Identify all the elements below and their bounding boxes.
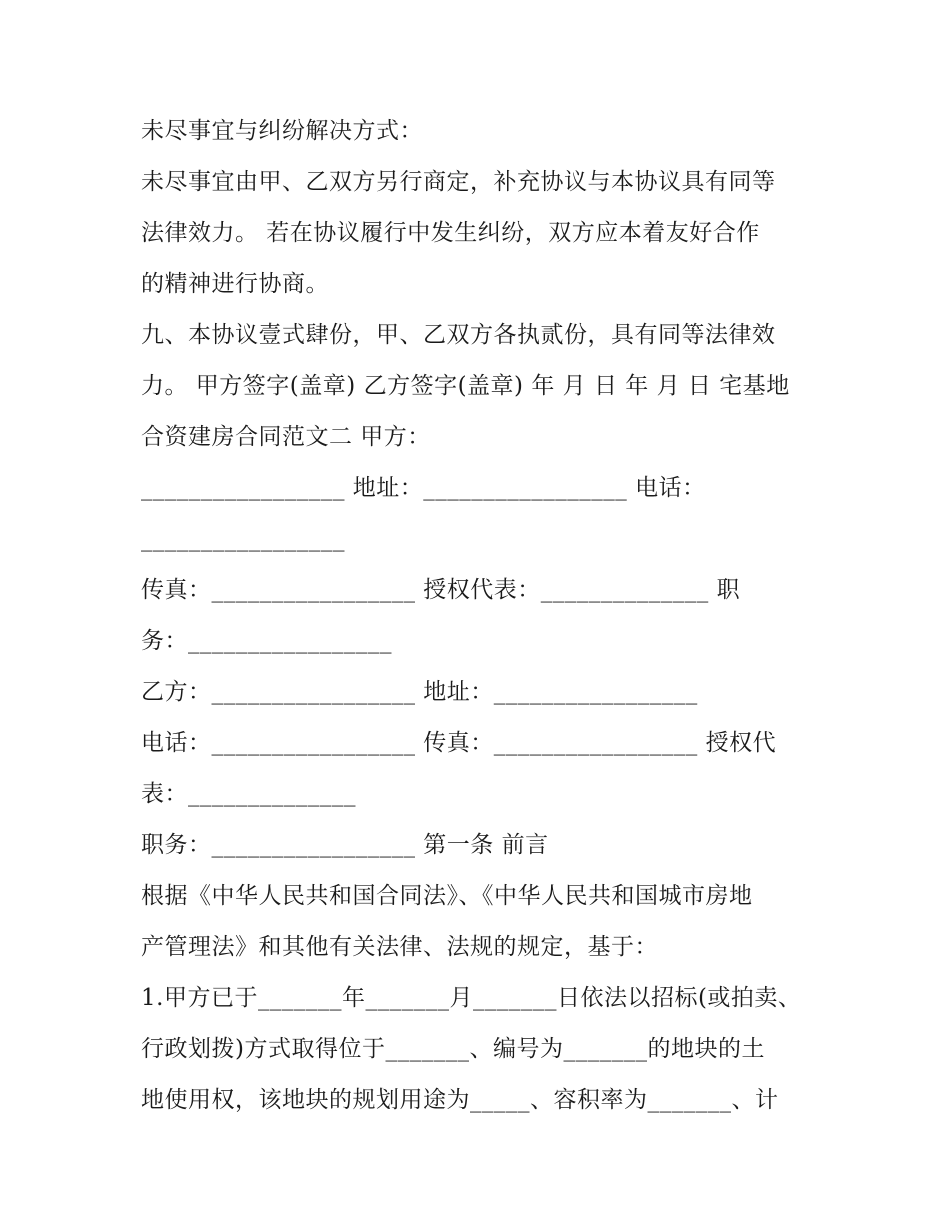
text-line: 力。 甲方签字(盖章) 乙方签字(盖章) 年 月 日 年 月 日 宅基地 bbox=[141, 373, 790, 399]
text-line: 职务：_________________ 第一条 前言 bbox=[141, 832, 549, 858]
text-line: 乙方：_________________ 地址：_________________ bbox=[141, 679, 698, 705]
text-line: 根据《中华人民共和国合同法》、《中华人民共和国城市房地 bbox=[141, 883, 753, 909]
text-line: 的精神进行协商。 bbox=[141, 271, 329, 297]
text-line: _________________ 地址：_________________ 电话： bbox=[141, 475, 706, 501]
text-line: 未尽事宜由甲、乙双方另行商定，补充协议与本协议具有同等 bbox=[141, 169, 776, 195]
text-line: 行政划拨)方式取得位于_______、编号为_______的地块的土 bbox=[141, 1036, 765, 1062]
text-line: 1.甲方已于_______年_______月_______日依法以招标(或拍卖、 bbox=[141, 985, 802, 1011]
document-body bbox=[141, 106, 821, 1126]
text-line: 九、本协议壹式肆份，甲、乙双方各执贰份，具有同等法律效 bbox=[141, 322, 776, 348]
text-line: 法律效力。 若在协议履行中发生纠纷，双方应本着友好合作 bbox=[141, 220, 760, 246]
text-line: 务：_________________ bbox=[141, 628, 392, 654]
text-line: 产管理法》和其他有关法律、法规的规定，基于： bbox=[141, 934, 658, 960]
text-line: 地使用权，该地块的规划用途为_____、容积率为_______、计 bbox=[141, 1087, 779, 1113]
text-line: 电话：_________________ 传真：_________________ 授权代 bbox=[141, 730, 777, 756]
text-line: 表：______________ bbox=[141, 781, 356, 807]
text-line: 合资建房合同范文二 甲方： bbox=[141, 424, 431, 450]
text-line: 未尽事宜与纠纷解决方式： bbox=[141, 118, 423, 144]
text-line: 传真：_________________ 授权代表：______________ 职 bbox=[141, 577, 741, 603]
text-line: _________________ bbox=[141, 526, 345, 552]
